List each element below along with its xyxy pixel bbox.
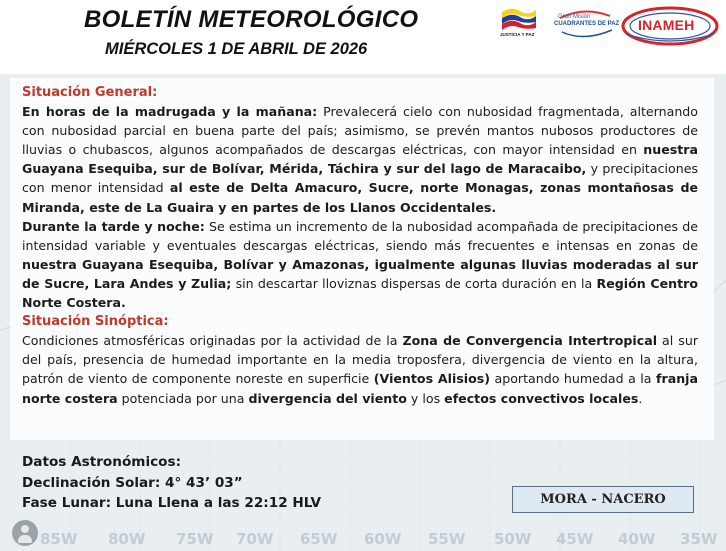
lon-label: 70W <box>236 530 274 548</box>
sinoptica-paragraph <box>22 331 698 407</box>
astronomical-title: Datos Astronómicos: <box>22 454 182 470</box>
venezuela-flag-logo <box>500 6 540 42</box>
page-title: BOLETÍN METEOROLÓGICO <box>84 6 419 33</box>
sinoptica-text-6: . <box>638 390 643 406</box>
lon-label: 40W <box>618 530 656 548</box>
madrugada-label: En horas de la madrugada y la mañana: <box>22 104 318 120</box>
author-badge: MORA - NACERO <box>512 486 694 513</box>
sinoptica-bold-5: efectos convectivos locales <box>444 390 639 406</box>
astronomical-data <box>22 452 321 514</box>
lon-label: 55W <box>428 530 466 548</box>
tarde-bold-1: nuestra Guayana Esequiba, Bolívar y Amazonas, igualmente algunas lluvias moderadas al sur de Sucre, Lara Andes y Zulia; <box>22 256 698 291</box>
lon-label: 75W <box>176 530 214 548</box>
gran-mision-big-text: CUADRANTES DE PAZ <box>554 21 620 27</box>
map-longitude-labels <box>0 530 726 551</box>
madrugada-text-2: y precipitaciones con menor intensidad <box>22 161 699 196</box>
institution-logos <box>500 4 722 48</box>
flag-caption: JUSTICIA Y PAZ <box>500 32 535 37</box>
sinoptica-bold-2: (Vientos Alisios) <box>373 371 491 387</box>
sinoptica-bold-1: Zona de Convergencia Intertropical <box>402 333 658 349</box>
situacion-sinoptica-heading: Situación Sinóptica: <box>22 314 169 330</box>
user-avatar[interactable] <box>12 520 38 546</box>
sinoptica-bold-3: franja norte costera <box>22 371 698 406</box>
lon-label: 85W <box>40 530 78 548</box>
gran-mision-small-text: Gran Misión <box>558 14 591 20</box>
madrugada-text-1: Prevalecerá cielo con nubosidad fragmentada, alternando con nubosidad parcial en buena parte del país; asimismo, se prevén mantos nubosos productores de lluvias o chubascos, algunos acompañados de descargas eléctricas, con mayor intensidad en <box>22 104 698 158</box>
bulletin-content <box>22 83 698 408</box>
moon-phase: Fase Lunar: Luna Llena a las 22:12 HLV <box>22 495 322 511</box>
madrugada-paragraph <box>22 102 698 217</box>
tarde-text-1: Se estima un incremento de la nubosidad acompañada de precipitaciones de intensidad variable y eventuales descargas eléctricas, siendo más frecuentes e intensas en zonas de <box>22 218 698 253</box>
lon-label: 50W <box>494 530 532 548</box>
sinoptica-text-4: potenciada por una <box>117 390 249 406</box>
bulletin-date: MIÉRCOLES 1 DE ABRIL DE 2026 <box>105 40 368 58</box>
tarde-paragraph <box>22 217 698 312</box>
sinoptica-text-5: y los <box>406 390 445 406</box>
lon-label: 60W <box>364 530 402 548</box>
bulletin-header <box>0 0 726 74</box>
inameh-text: INAMEH <box>638 17 695 33</box>
sinoptica-bold-4: divergencia del viento <box>248 390 407 406</box>
gran-mision-logo <box>554 8 620 42</box>
tarde-text-2: sin descartar lloviznas dispersas de corta duración en la <box>231 275 597 291</box>
solar-declination: Declinación Solar: 4° 43’ 03” <box>22 474 243 491</box>
tarde-label: Durante la tarde y noche: <box>22 218 205 234</box>
situacion-general-heading: Situación General: <box>22 85 158 100</box>
sinoptica-text-1: Condiciones atmosféricas originadas por la actividad de la <box>22 333 403 349</box>
madrugada-bold-2: al este de Delta Amacuro, Sucre, norte Monagas, zonas montañosas de Miranda, este de La Guaira y en partes de los Llanos Occidentales. <box>22 180 698 215</box>
madrugada-bold-1: nuestra Guayana Esequiba, sur de Bolívar, Mérida, Táchira y sur del lago de Maracaibo, <box>22 142 698 177</box>
lon-label: 80W <box>108 530 146 548</box>
sinoptica-text-2: al sur del país, presencia de humedad importante en la media troposfera, divergencia de viento en la altura, patrón de viento de componente noreste en superficie <box>22 333 698 387</box>
sinoptica-text-3: aportando humedad a la <box>490 371 656 387</box>
inameh-logo <box>620 4 720 48</box>
tarde-bold-2: Región Centro Norte Costera. <box>22 275 698 311</box>
lon-label: 65W <box>300 530 338 548</box>
lon-label: 45W <box>556 530 594 548</box>
lon-label: 35W <box>680 530 718 548</box>
